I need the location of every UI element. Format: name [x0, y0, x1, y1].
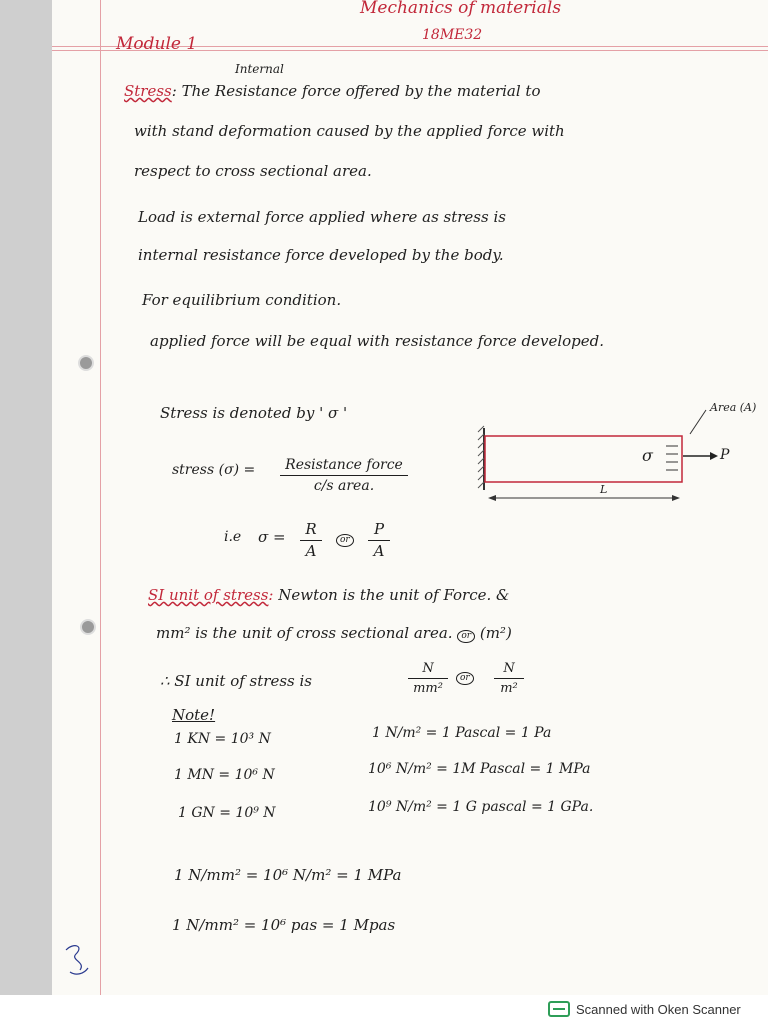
frac-a2: A: [373, 542, 385, 560]
si-text2: mm² is the unit of cross sectional area.: [156, 624, 453, 642]
stress-def-line1: [124, 84, 540, 99]
formula-fraction: [280, 458, 408, 493]
note-right-2: 10⁶ N/m² = 1M Pascal = 1 MPa: [368, 761, 591, 777]
inserted-word: Internal: [235, 62, 284, 76]
page-edge-shadow: [0, 0, 52, 995]
notebook-page: [52, 0, 768, 995]
load-arrow-head: [710, 452, 718, 460]
load-line2: internal resistance force developed by the body.: [138, 246, 504, 264]
note-right-3: 10⁹ N/m² = 1 G pascal = 1 GPa.: [368, 799, 594, 815]
length-label: L: [600, 483, 608, 496]
formula-denominator: c/s area.: [313, 478, 375, 494]
formula-numerator: Resistance force: [285, 457, 403, 473]
note-right-1: 1 N/m² = 1 Pascal = 1 Pa: [372, 725, 552, 741]
conversion-1: 1 N/mm² = 10⁶ N/m² = 1 MPa: [174, 866, 402, 884]
stress-def-line3: respect to cross sectional area.: [134, 162, 372, 180]
unit-n-per-m2: N m²: [494, 662, 524, 695]
scanner-icon: [548, 1001, 570, 1017]
sigma-equals: σ =: [258, 528, 286, 546]
conversion-2: 1 N/mm² = 10⁶ pas = 1 Mpas: [172, 916, 396, 934]
note-left-1: 1 KN = 10³ N: [174, 731, 271, 747]
diagram-sigma: σ: [642, 446, 653, 465]
si-or-circle-2: or: [456, 670, 474, 685]
fraction-bar: [368, 540, 390, 541]
fraction-p-over-a: [368, 522, 390, 559]
stress-term: Stress: [124, 82, 172, 100]
unit-n-per-mm2: N mm²: [408, 662, 448, 695]
si-unit-heading: SI unit of stress: [148, 586, 269, 604]
signature-mark: [60, 940, 94, 980]
si-unit-line1: [148, 588, 509, 603]
fraction-bar: [280, 475, 408, 476]
formula-lhs: stress (σ) =: [172, 462, 256, 478]
load-label: P: [720, 447, 730, 463]
stress-def-line2: with stand deformation caused by the applied force with: [134, 122, 565, 140]
course-code: 18ME32: [422, 27, 483, 43]
note-left-2: 1 MN = 10⁶ N: [174, 767, 275, 783]
ie-label: i.e: [224, 529, 242, 545]
si-text1: Newton is the unit of Force. &: [278, 586, 510, 604]
equilibrium-line1: For equilibrium condition.: [142, 291, 342, 309]
scanner-label: Scanned with Oken Scanner: [576, 1001, 741, 1017]
si-colon: :: [268, 586, 274, 604]
margin-line: [100, 0, 101, 995]
si-therefore: ∴ SI unit of stress is: [160, 672, 312, 690]
equilibrium-line2: applied force will be equal with resistance force developed.: [150, 332, 604, 350]
si-or-circle: or: [457, 630, 475, 643]
internal-stress-arrows: [666, 446, 678, 470]
fraction-r-over-a: [300, 522, 322, 559]
stress-colon: :: [171, 82, 177, 100]
stress-def-text1: The Resistance force offered by the material to: [181, 82, 541, 100]
stress-denoted: Stress is denoted by ' σ ': [160, 404, 348, 422]
frac-p: P: [373, 520, 385, 538]
scanner-watermark: [548, 998, 741, 1020]
page-title: Mechanics of materials: [360, 0, 562, 18]
fraction-bar: [300, 540, 322, 541]
note-left-3: 1 GN = 10⁹ N: [178, 805, 276, 821]
binder-hole-1: [78, 355, 94, 371]
area-label: Area (A): [710, 401, 757, 414]
binder-hole-2: [80, 619, 96, 635]
module-label: Module 1: [116, 34, 198, 54]
si-unit-line2: [156, 626, 512, 643]
frac-r: R: [305, 520, 317, 538]
area-leader: [690, 410, 706, 434]
or-circle: or: [336, 532, 354, 547]
si-alt-unit: (m²): [479, 624, 512, 642]
load-line1: Load is external force applied where as stress is: [138, 208, 506, 226]
note-heading: Note!: [172, 706, 216, 724]
frac-a: A: [305, 542, 317, 560]
